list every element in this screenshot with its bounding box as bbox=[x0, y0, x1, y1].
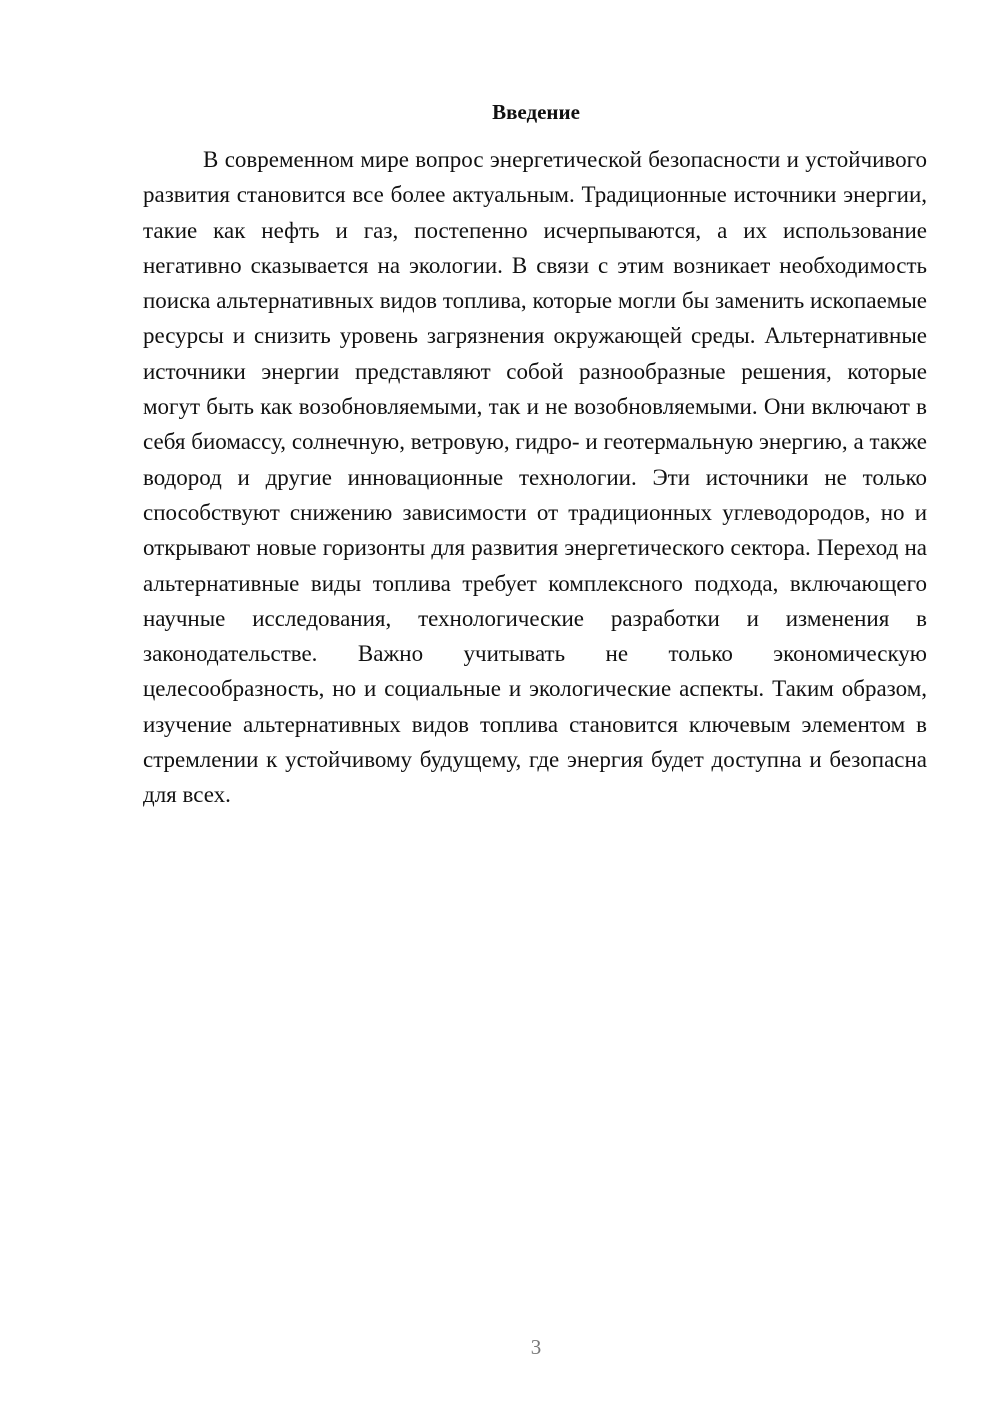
page-number: 3 bbox=[530, 1335, 542, 1359]
section-heading: Введение bbox=[492, 100, 580, 124]
introduction-paragraph: В современном мире вопрос энергетической безопасности и устойчивого развития становится все более актуальным. Традиционные источники энергии, такие как нефть и газ, постепенно исчерпываются, а их использование негативно сказывается на экологии. В связи с этим возникает необходимость поиска альтернативных видов топлива, которые могли бы заменить ископаемые ресурсы и снизить уровень загрязнения окружающей среды. Альтернативные источники энергии представляют собой разнообразные решения, которые могут быть как возобновляемыми, так и не возобновляемыми. Они включают в себя биомассу, солнечную, ветровую, гидро- и геотермальную энергию, а также водород и другие инновационные технологии. Эти источники не только способствуют снижению зависимости от традиционных углеводородов, но и открывают новые горизонты для развития энергетического сектора. Переход на альтернативные виды топлива требует комплексного подхода, включающего научные исследования, технологические разработки и изменения в законодательстве. Важно учитывать не только экономическую целесообразность, но и социальные и экологические аспекты. Таким образом, изучение альтернативных видов топлива становится ключевым элементом в стремлении к устойчивому будущему, где энергия будет доступна и безопасна для всех. bbox=[143, 147, 927, 808]
